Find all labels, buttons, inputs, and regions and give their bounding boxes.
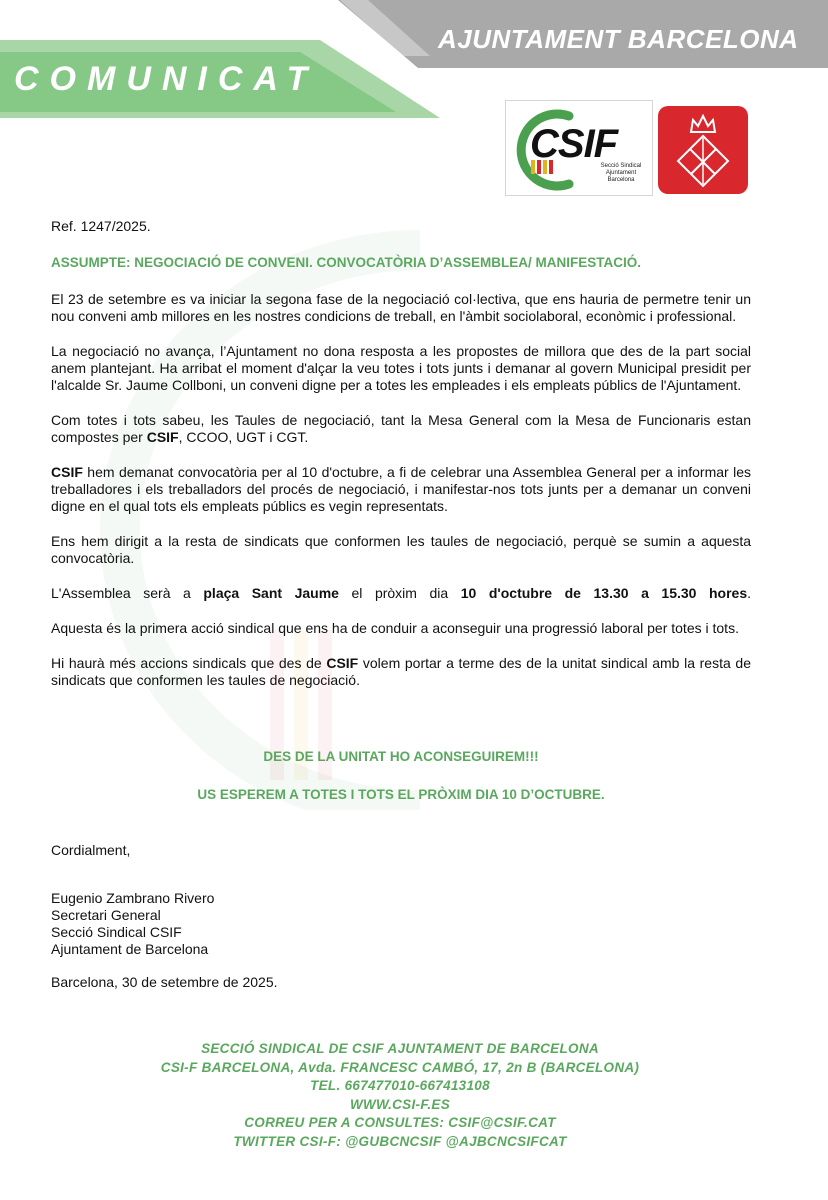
text: Com totes i tots sabeu, les Taules de negociació, tant la Mesa General com la Mesa de Funcionaris estan compostes per xyxy=(51,412,751,445)
footer-line: SECCIÓ SINDICAL DE CSIF AJUNTAMENT DE BARCELONA xyxy=(201,1041,599,1056)
bold-text: CSIF xyxy=(326,655,359,671)
logo-sub-line: Secció Sindical xyxy=(600,163,642,169)
signature-line: Ajuntament de Barcelona xyxy=(51,941,209,957)
paragraph: El 23 de setembre es va iniciar la segona fase de la negociació col·lectiva, que ens hauria de permetre tenir un nou conveni amb millores en les nostres condicions de treball, en l'àmbit sociolaboral, econòmic i professional. xyxy=(51,291,751,324)
text: volem portar a terme des de la unitat sindical amb la resta de sindicats que conformen les taules de negociació. xyxy=(51,655,751,688)
paragraph xyxy=(51,464,751,515)
footer-contact xyxy=(0,1040,800,1151)
signature-line: Secretari General xyxy=(51,907,161,923)
text: hem demanat convocatòria per al 10 d'octubre, a fi de celebrar una Assemblea General per a informar les treballadores i els treballadors del procés de negociació, i manifestar-nos tots junts per a demanar un conveni digne en el qual tots els empleats públics es vegin representats. xyxy=(51,464,751,514)
signature-line: Eugenio Zambrano Rivero xyxy=(51,890,215,906)
paragraph xyxy=(51,412,751,446)
organization-title: AJUNTAMENT BARCELONA xyxy=(438,24,799,54)
document-type-title: COMUNICAT xyxy=(14,60,319,98)
logo-sub-line: Barcelona xyxy=(607,177,635,183)
letter-body xyxy=(51,218,751,990)
bold-text: plaça Sant Jaume xyxy=(203,585,339,601)
paragraph: La negociació no avança, l’Ajuntament no dona resposta a les propostes de millora que des de la part social anem plantejant. Ha arribat el moment d'alçar la veu totes i tots junts i demanar al govern Municipal presidit per l'alcalde Sr. Jaume Collboni, un conveni digne per a totes les empleades i els empleats públics de l'Ajuntament. xyxy=(51,343,751,393)
bold-text: 10 d'octubre de 13.30 a 15.30 hores xyxy=(460,585,748,601)
paragraph xyxy=(51,585,751,602)
footer-line: TEL. 667477010-667413108 xyxy=(310,1078,490,1093)
letter-subject: ASSUMPTE: NEGOCIACIÓ DE CONVENI. CONVOCATÒRIA D’ASSEMBLEA/ MANIFESTACIÓ. xyxy=(51,255,642,270)
text: L'Assemblea serà a xyxy=(51,585,204,601)
footer-line: CORREU PER A CONSULTES: CSIF@CSIF.CAT xyxy=(244,1115,556,1130)
paragraph: Aquesta és la primera acció sindical que ens ha de conduir a aconseguir una progressió laboral per totes i tots. xyxy=(51,620,739,636)
signature-line: Secció Sindical CSIF xyxy=(51,924,182,940)
text: , CCOO, UGT i CGT. xyxy=(178,429,309,445)
barcelona-city-logo xyxy=(658,106,748,194)
paragraph xyxy=(51,655,751,689)
text: el pròxim dia xyxy=(338,585,461,601)
bold-text: CSIF xyxy=(146,429,179,445)
bold-text: CSIF xyxy=(51,464,83,480)
csif-logo-text: CSIF xyxy=(530,122,618,166)
slogan: DES DE LA UNITAT HO ACONSEGUIREM!!! xyxy=(263,749,539,764)
csif-logo-subtitle xyxy=(590,163,652,184)
logo-sub-line: Ajuntament xyxy=(605,170,637,176)
closing: Cordialment, xyxy=(51,842,131,858)
slogan: US ESPEREM A TOTES I TOTS EL PRÒXIM DIA 10 D’OCTUBRE. xyxy=(197,787,605,802)
reference-number: Ref. 1247/2025. xyxy=(51,218,151,234)
text: Hi haurà més accions sindicals que des de xyxy=(51,655,327,671)
footer-line: CSI-F BARCELONA, Avda. FRANCESC CAMBÓ, 17, 2n B (BARCELONA) xyxy=(160,1059,640,1075)
letter-date: Barcelona, 30 de setembre de 2025. xyxy=(51,974,278,990)
text: . xyxy=(747,585,751,601)
barcelona-shield-icon xyxy=(658,106,748,194)
footer-line: TWITTER CSI-F: @GUBCNCSIF @AJBCNCSIFCAT xyxy=(233,1133,567,1149)
signature-block xyxy=(51,890,214,958)
footer-line: WWW.CSI-F.ES xyxy=(349,1096,451,1112)
paragraph: Ens hem dirigit a la resta de sindicats que conformen les taules de negociació, perquè se sumin a aquesta convocatòria. xyxy=(51,533,751,566)
